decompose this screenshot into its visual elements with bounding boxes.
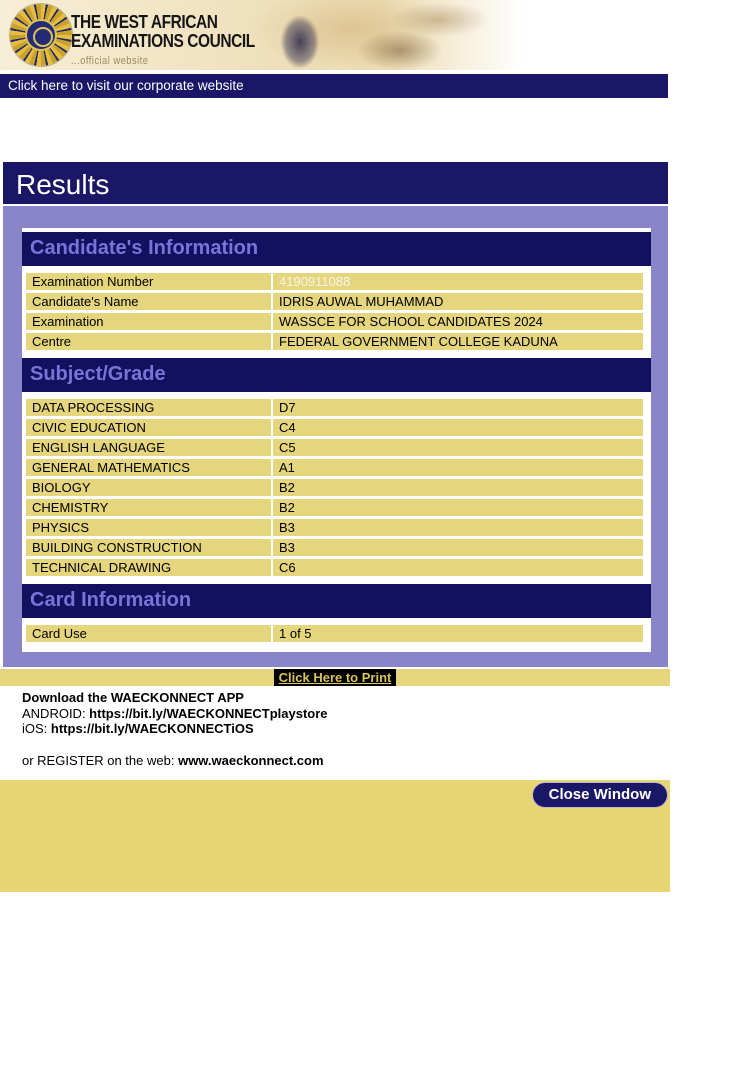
centre-value: FEDERAL GOVERNMENT COLLEGE KADUNA <box>273 333 643 350</box>
subject-grade: C5 <box>273 439 643 456</box>
table-row <box>26 519 643 536</box>
subject-grade: B2 <box>273 479 643 496</box>
subject-name: BUILDING CONSTRUCTION <box>26 539 271 556</box>
results-container <box>3 162 668 667</box>
subject-grade-section-title: Subject/Grade <box>22 358 651 392</box>
subject-name: TECHNICAL DRAWING <box>26 559 271 576</box>
table-row <box>26 273 643 290</box>
card-info-table <box>22 618 651 650</box>
candidate-info-table <box>22 266 651 358</box>
subject-grade: D7 <box>273 399 643 416</box>
official-website-tagline: ...official website <box>71 55 149 67</box>
table-row <box>26 459 643 476</box>
subject-name: CHEMISTRY <box>26 499 271 516</box>
header-banner <box>0 0 738 70</box>
subject-name: DATA PROCESSING <box>26 399 271 416</box>
corporate-website-link[interactable]: Click here to visit our corporate website <box>0 74 668 98</box>
org-name-line2: EXAMINATIONS COUNCIL <box>71 31 255 51</box>
table-row <box>26 293 643 310</box>
card-info-section-title: Card Information <box>22 584 651 618</box>
android-link-line <box>22 706 738 722</box>
subject-grade: C4 <box>273 419 643 436</box>
register-url: www.waeckonnect.com <box>178 752 324 768</box>
table-row <box>26 399 643 416</box>
table-row <box>26 479 643 496</box>
app-promo-block <box>0 686 738 768</box>
subject-name: CIVIC EDUCATION <box>26 419 271 436</box>
ios-url: https://bit.ly/WAECKONNECTiOS <box>50 721 254 736</box>
waec-logo-center <box>25 19 57 51</box>
table-row <box>26 559 643 576</box>
android-label: ANDROID: <box>22 705 90 721</box>
ios-link-line <box>22 721 738 737</box>
candidate-info-section-title: Candidate's Information <box>22 232 651 266</box>
page-title: Results <box>3 162 668 204</box>
subject-name: BIOLOGY <box>26 479 271 496</box>
register-label: or REGISTER on the web: <box>22 752 179 768</box>
table-row <box>26 419 643 436</box>
subject-grade: B2 <box>273 499 643 516</box>
footer-panel <box>0 780 670 892</box>
row-label: Candidate's Name <box>26 293 271 310</box>
table-row <box>26 439 643 456</box>
org-name-line1: THE WEST AFRICAN <box>71 12 218 32</box>
subject-grade-table <box>22 392 651 584</box>
row-label: Examination Number <box>26 273 271 290</box>
subject-grade: C6 <box>273 559 643 576</box>
examination-number-value: 4190911088 <box>273 273 643 290</box>
row-label: Centre <box>26 333 271 350</box>
subject-grade: A1 <box>273 459 643 476</box>
results-panel <box>3 206 668 667</box>
table-row <box>26 313 643 330</box>
row-label: Examination <box>26 313 271 330</box>
card-use-value: 1 of 5 <box>273 625 643 642</box>
table-row <box>26 625 643 642</box>
ios-label: iOS: <box>22 721 51 736</box>
register-line <box>22 753 738 769</box>
table-row <box>26 539 643 556</box>
close-window-button[interactable]: Close Window <box>532 782 668 808</box>
subject-name: PHYSICS <box>26 519 271 536</box>
subject-grade: B3 <box>273 539 643 556</box>
print-link[interactable]: Click Here to Print <box>274 669 397 686</box>
subject-grade: B3 <box>273 519 643 536</box>
android-url: https://bit.ly/WAECKONNECTplaystore <box>89 705 328 721</box>
results-inner-panel <box>22 228 651 652</box>
spacer <box>0 98 738 162</box>
subject-name: GENERAL MATHEMATICS <box>26 459 271 476</box>
brand-text <box>71 13 255 67</box>
print-bar <box>0 669 670 686</box>
examination-value: WASSCE FOR SCHOOL CANDIDATES 2024 <box>273 313 643 330</box>
card-use-label: Card Use <box>26 625 271 642</box>
subject-name: ENGLISH LANGUAGE <box>26 439 271 456</box>
candidate-name-value: IDRIS AUWAL MUHAMMAD <box>273 293 643 310</box>
table-row <box>26 333 643 350</box>
waec-logo-icon <box>10 4 72 66</box>
table-row <box>26 499 643 516</box>
app-promo-heading: Download the WAECKONNECT APP <box>22 690 244 705</box>
